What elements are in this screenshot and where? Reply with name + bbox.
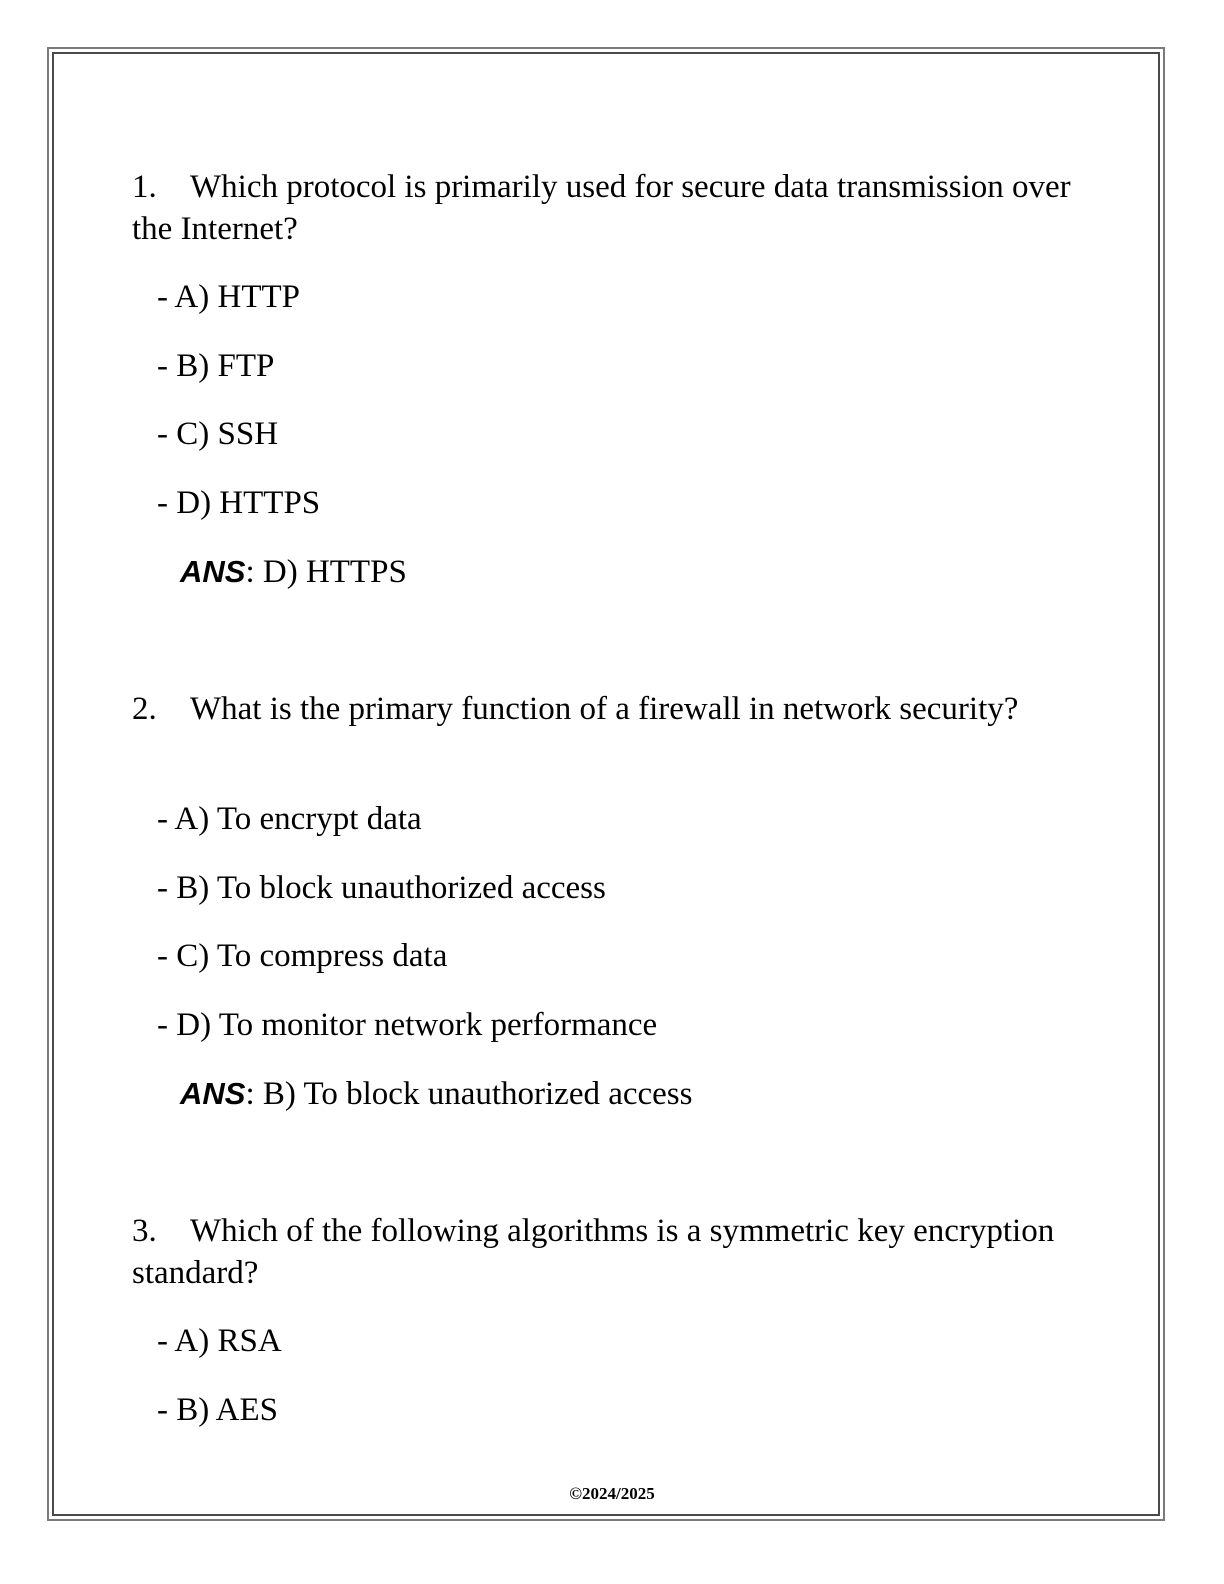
answer-label: ANS: [180, 554, 246, 589]
question-number: 2.: [132, 691, 157, 727]
question-1: [132, 166, 1092, 250]
option-b: - B) To block unauthorized access: [157, 870, 606, 906]
answer-2: [180, 1073, 692, 1115]
question-text: What is the primary function of a firewall in network security?: [190, 691, 1019, 727]
copyright-footer: ©2024/2025: [569, 1484, 655, 1503]
option-d: - D) To monitor network performance: [157, 1007, 658, 1043]
question-number: 3.: [132, 1213, 157, 1249]
page-border-inner: [52, 52, 1160, 1516]
answer-text: : D) HTTPS: [245, 554, 407, 590]
question-2: [132, 688, 1092, 730]
option-a: - A) To encrypt data: [157, 801, 422, 837]
option-a: - A) RSA: [157, 1323, 282, 1359]
question-text: Which protocol is primarily used for secure data transmission over the Internet?: [132, 169, 1071, 247]
question-text: Which of the following algorithms is a symmetric key encryption standard?: [132, 1213, 1055, 1291]
option-b: - B) AES: [157, 1392, 279, 1428]
option-b: - B) FTP: [157, 348, 275, 384]
answer-text: : B) To block unauthorized access: [245, 1076, 693, 1112]
option-c: - C) SSH: [157, 416, 279, 452]
question-number: 1.: [132, 169, 157, 205]
option-d: - D) HTTPS: [157, 485, 321, 521]
answer-1: [180, 551, 407, 593]
option-a: - A) HTTP: [157, 279, 300, 315]
question-3: [132, 1210, 1092, 1294]
option-c: - C) To compress data: [157, 938, 448, 974]
answer-label: ANS: [180, 1076, 246, 1111]
